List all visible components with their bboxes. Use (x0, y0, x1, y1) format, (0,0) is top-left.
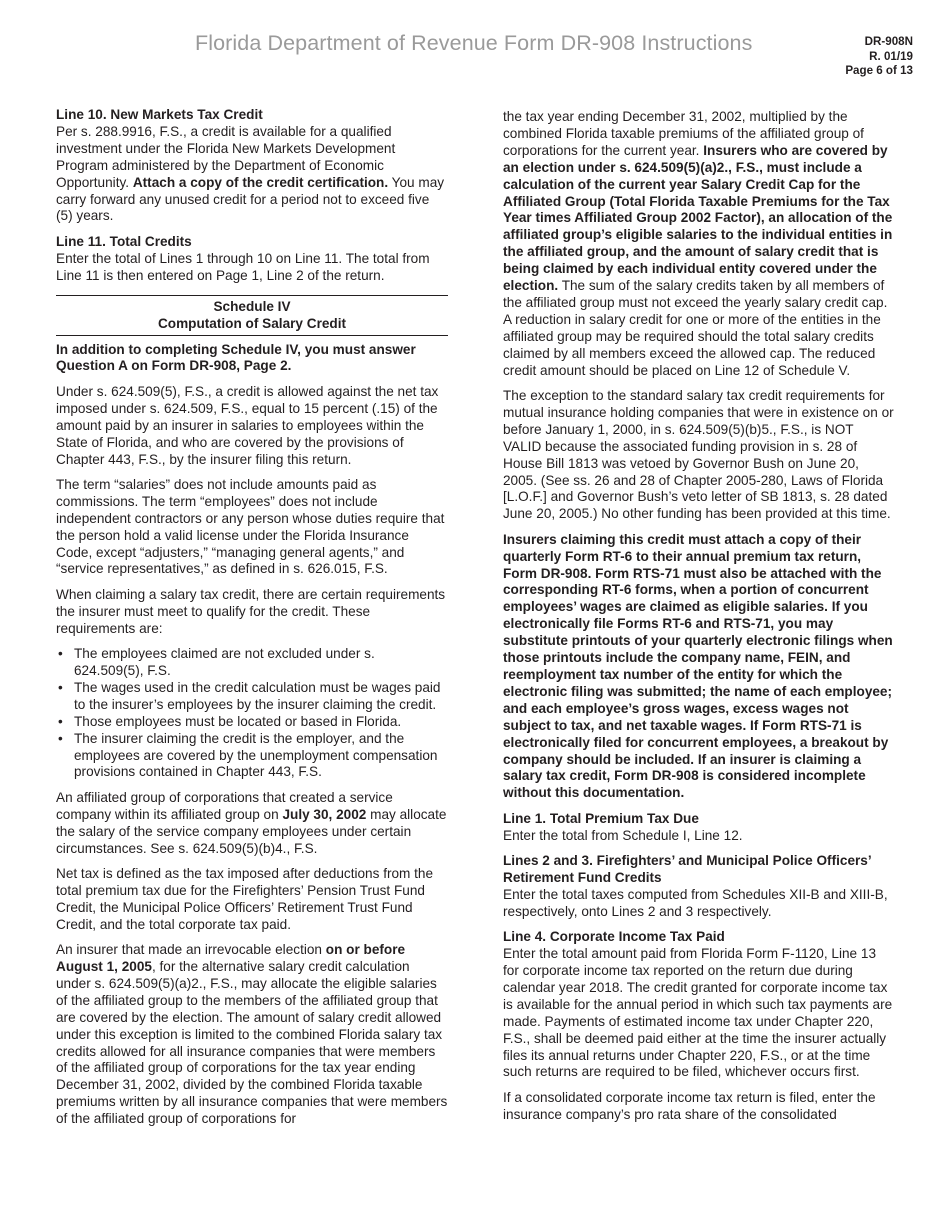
paragraph-exception: The exception to the standard salary tax credit requirements for mutual insurance holding companies that were in existence on or before January 1, 2000, in s. 624.509(5)(b)5., F.S., is NOT VALID because the associated funding provision in s. 28 of House Bill 1813 was vetoed by Governor Bush on June 20, 2005. (See ss. 26 and 28 of Chapter 2005-280, Laws of Florida [L.O.F.] and Governor Bush’s veto letter of SB 1813, s. 28 dated June 20, 2005.) No other funding has been provided at this time. (503, 388, 894, 522)
list-item-text: Those employees must be located or based in Florida. (74, 713, 402, 729)
line10-paragraph (56, 124, 448, 225)
paragraph-net-tax: Net tax is defined as the tax imposed after deductions from the total premium tax due for the Firefighters’ Pension Trust Fund Credit, the Municipal Police Officers’ Retirement Trust Fund Credit, and the total corporate tax paid. (56, 865, 434, 932)
line4-paragraph: Enter the total amount paid from Florida Form F-1120, Line 13 for corporate income tax reported on the return due during calendar year 2018. The credit granted for corporate income tax is available for the annual period in which such tax payments are made. Payments of estimated income tax under Chapter 220, F.S., shall be deemed paid either at the time the insurer actually files its annual returns under Chapter 220, F.S., or at the time such returns are required to be filed, whichever occurs first. (503, 946, 893, 1080)
page-title: Florida Department of Revenue Form DR-908 Instructions (195, 31, 753, 55)
paragraph-text: An affiliated group of corporations that created a service company within its affiliated group on (56, 789, 393, 822)
paragraph-text: An insurer that made an irrevocable election (56, 942, 322, 958)
paragraph-text: may allocate the salary of the service company employees under certain circumstances. See s. 624.509(5)(b)4., F.S. (56, 806, 447, 856)
list-item-text: The wages used in the credit calculation must be wages paid to the insurer’s employees by the insurer claiming the credit. (74, 679, 441, 712)
revision-date: R. 01/19 (869, 49, 913, 63)
line4-section (503, 929, 895, 1081)
paragraph-consolidated: If a consolidated corporate income tax return is filed, enter the insurance company’s pro rata share of the consolidated (503, 1089, 876, 1122)
date-bold: July 30, 2002 (282, 806, 367, 822)
line11-section (56, 234, 448, 285)
line23-paragraph: Enter the total taxes computed from Schedules XII-B and XIII-B, respectively, onto Lines 2 and 3 respectively. (503, 886, 888, 919)
requirements-list (56, 646, 448, 781)
divider (56, 335, 448, 336)
paragraph-when: When claiming a salary tax credit, there are certain requirements the insurer must meet to qualify for the credit. These requirements are: (56, 586, 446, 636)
form-identifier (845, 35, 913, 79)
line11-paragraph: Enter the total of Lines 1 through 10 on Line 11. The total from Line 11 is then entered on Page 1, Line 2 of the return. (56, 250, 430, 283)
line10-section (56, 107, 448, 225)
paragraph-text: , for the alternative salary credit calculation under s. 624.509(5)(a)2., F.S., may allocate the eligible salaries of the affiliated group to the members of the affiliated group that are covered by the election. The amount of salary credit allowed under this exception is limited to the combined Florida salary tax credits allowed for all insurance companies that were members of the affiliated group of corporations for the tax year ending December 31, 2002, divided by the combined Florida taxable premiums written by all insurance companies that were members of the affiliated group of corporations for (56, 958, 448, 1127)
line10-text: Per s. 288.9916, F.S., a credit is available for a qualified investment under the Florida New Markets Development Program administered by the Department of Economic Opportunity. (56, 123, 396, 190)
left-column (56, 107, 448, 1137)
list-item (56, 680, 448, 714)
line1-paragraph: Enter the total from Schedule I, Line 12. (503, 827, 743, 843)
page-number: Page 6 of 13 (845, 64, 913, 77)
line10-bold-text: Attach a copy of the credit certification. (132, 174, 389, 190)
list-item (56, 731, 448, 782)
line1-section (503, 811, 895, 845)
bullet-icon: • (58, 646, 63, 662)
bullet-icon: • (58, 679, 63, 695)
date-bold: on or before August 1, 2005 (56, 942, 406, 974)
bullet-icon: • (58, 713, 63, 729)
bullet-icon: • (58, 730, 63, 746)
paragraph-under: Under s. 624.509(5), F.S., a credit is allowed against the net tax imposed under s. 624.509, F.S., equal to 15 percent (.15) of the amount paid by an insurer in salaries to employees within the State of Florida, and who are covered by the provisions of Chapter 443, F.S., by the insurer filing this return. (56, 383, 439, 467)
paragraph-text: the tax year ending December 31, 2002, multiplied by the combined Florida taxable premiums of the affiliated group of corporations for the current year. (503, 109, 864, 158)
schedule-title: Schedule IV (213, 298, 291, 314)
paragraph-continued (503, 109, 895, 380)
line10-heading: Line 10. New Markets Tax Credit (56, 107, 263, 122)
list-item-text: The employees claimed are not excluded under s. 624.509(5), F.S. (74, 646, 375, 678)
line23-section (503, 853, 895, 921)
line1-heading: Line 1. Total Premium Tax Due (503, 810, 699, 826)
divider (56, 295, 448, 296)
paragraph-affiliated (56, 790, 448, 858)
list-item (56, 646, 448, 680)
right-column (503, 109, 895, 1132)
form-code: DR-908N (864, 35, 913, 48)
paragraph-bold-text: Insurers who are covered by an election under s. 624.509(5)(a)2., F.S., must include a calculation of the current year Salary Credit Cap for the Affiliated Group (Total Florida Taxable Premiums for the Tax Year times Affiliated Group 2002 Factor), an allocation of the affiliated group’s eligible salaries to the individual entities in the affiliated group, and the amount of salary credit that is being claimed by each individual entity covered under the election. (503, 142, 893, 294)
line4-heading: Line 4. Corporate Income Tax Paid (503, 929, 725, 945)
paragraph-term: The term “salaries” does not include amounts paid as commissions. The term “employees” does not include independent contractors or any person whose duties require that the person hold a valid license under the Florida Insurance Code, except “adjusters,” “managing general agents,” and “service representatives,” as defined in s. 626.015, F.S. (56, 476, 445, 577)
paragraph-attach-requirement: Insurers claiming this credit must attach a copy of their quarterly Form RT-6 to their annual premium tax return, Form DR-908. Form RTS-71 must also be attached with the corresponding RT-6 forms, when a portion of concurrent employees’ wages are claimed as eligible salaries. If you electronically file Forms RT-6 and RTS-71, you may substitute printouts of your quarterly electronic filings when those printouts include the company name, FEIN, and reemployment tax number of the entity for which the electronic filing was submitted; the name of each employee; and each employee’s gross wages, excess wages not subject to tax, and net taxable wages. If Form RTS-71 is electronically filed for concurrent employees, a breakout by company should be included. If an insurer is claiming a salary tax credit, Form DR-908 is considered incomplete without this documentation. (503, 531, 893, 801)
list-item-text: The insurer claiming the credit is the employer, and the employees are covered by the unemployment compensation provisions contained in Chapter 443, F.S. (74, 730, 438, 780)
line11-heading: Line 11. Total Credits (56, 233, 192, 249)
line23-heading: Lines 2 and 3. Firefighters’ and Municipal Police Officers’ Retirement Fund Credits (503, 853, 871, 885)
paragraph-irrevocable (56, 942, 448, 1128)
paragraph-text: The sum of the salary credits taken by all members of the affiliated group must not exceed the yearly salary credit cap. A reduction in salary credit for one or more of the entities in the affiliated group may be required should the total salary credits claimed by all members exceed the allowed cap. The reduced credit amount should be placed on Line 12 of Schedule V. (503, 278, 888, 378)
schedule-notice: In addition to completing Schedule IV, you must answer Question A on Form DR-908, Page 2. (56, 341, 416, 374)
schedule-subtitle: Computation of Salary Credit (157, 315, 347, 331)
line10-tail-text: You may carry forward any unused credit for a period not to exceed five (5) years. (56, 174, 445, 224)
list-item (56, 714, 448, 731)
